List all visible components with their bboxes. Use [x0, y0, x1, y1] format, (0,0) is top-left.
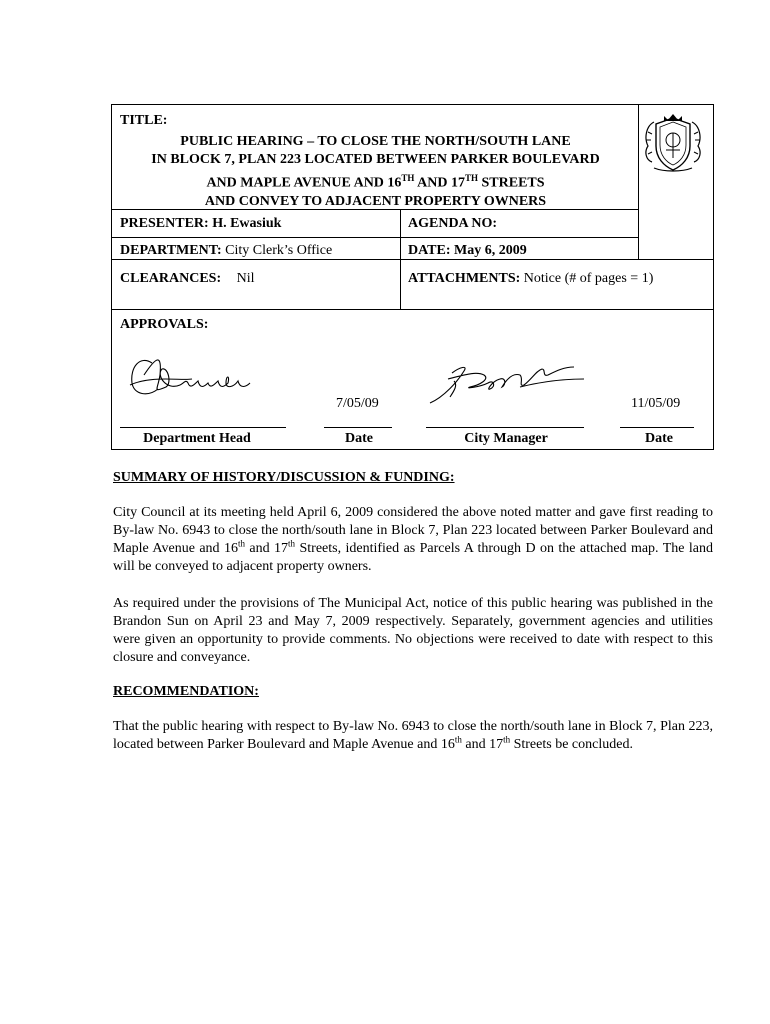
- city-manager-signature: [424, 357, 594, 407]
- signature-line: [324, 427, 392, 428]
- date-caption: Date: [345, 431, 373, 446]
- summary-paragraph-1: City Council at its meeting held April 6, 2009 considered the above noted matter and gave first reading to By-law No. 6943 to close the north/south lane in Block 7, Plan 223 located between Parker Boulevard and Maple Avenue and 16th and 17th Streets, identified as Parcels A through D on the attached map. The land will be conveyed to adjacent property owners.: [113, 505, 714, 574]
- attachments-label: ATTACHMENTS:: [408, 271, 521, 286]
- signature-line: [426, 427, 584, 428]
- title-line-2: IN BLOCK 7, PLAN 223 LOCATED BETWEEN PARKER BOULEVARD: [151, 152, 600, 167]
- title-label: TITLE:: [120, 113, 168, 128]
- clearances-field: [120, 270, 255, 288]
- recommendation-paragraph: That the public hearing with respect to By-law No. 6943 to close the north/south lane in Block 7, Plan 223, located between Parker Boulevard and Maple Avenue and 16th and 17th Streets be concluded.: [113, 719, 713, 752]
- city-crest-icon: [640, 112, 706, 174]
- department-head-signature: [122, 345, 257, 407]
- agenda-label: AGENDA NO:: [408, 216, 498, 231]
- signature-line: [120, 427, 286, 428]
- clearances-value: Nil: [236, 271, 255, 286]
- clearances-label: CLEARANCES:: [120, 271, 222, 286]
- approvals-label: APPROVALS:: [120, 317, 209, 332]
- presenter-field: [120, 215, 281, 233]
- attachments-field: [408, 270, 653, 288]
- attachments-value: Notice (# of pages = 1): [523, 271, 654, 286]
- report-title: [112, 133, 639, 211]
- date-value: May 6, 2009: [454, 243, 527, 258]
- title-line-4: AND CONVEY TO ADJACENT PROPERTY OWNERS: [204, 193, 547, 209]
- divider: [112, 237, 638, 238]
- divider: [400, 209, 401, 309]
- title-line-1: PUBLIC HEARING – TO CLOSE THE NORTH/SOUTH LANE: [180, 134, 571, 149]
- city-manager-date: 11/05/09: [631, 396, 681, 411]
- divider: [112, 309, 713, 310]
- department-field: [120, 242, 332, 260]
- title-line-3: AND MAPLE AVENUE AND 16TH AND 17TH STREETS: [206, 173, 545, 191]
- department-head-caption: Department Head: [143, 431, 251, 446]
- agenda-field: [408, 215, 497, 233]
- city-manager-caption: City Manager: [464, 431, 548, 446]
- department-head-date: 7/05/09: [336, 396, 379, 411]
- recommendation-heading: RECOMMENDATION:: [113, 684, 259, 699]
- report-header-form: [111, 104, 714, 450]
- summary-paragraph-2: As required under the provisions of The Municipal Act, notice of this public hearing was published in the Brandon Sun on April 23 and May 7, 2009 respectively. Separately, government agencies and utilities were given an opportunity to provide comments. No objections were received to date with respect to this closure and conveyance.: [113, 596, 713, 665]
- presenter-label: PRESENTER:: [120, 216, 209, 231]
- presenter-value: H. Ewasiuk: [212, 216, 282, 231]
- signature-line: [620, 427, 694, 428]
- date-label: DATE:: [408, 243, 451, 258]
- summary-heading: SUMMARY OF HISTORY/DISCUSSION & FUNDING:: [113, 470, 455, 485]
- date-caption: Date: [645, 431, 673, 446]
- department-label: DEPARTMENT:: [120, 243, 222, 258]
- date-field: [408, 242, 527, 260]
- department-value: City Clerk’s Office: [225, 243, 333, 258]
